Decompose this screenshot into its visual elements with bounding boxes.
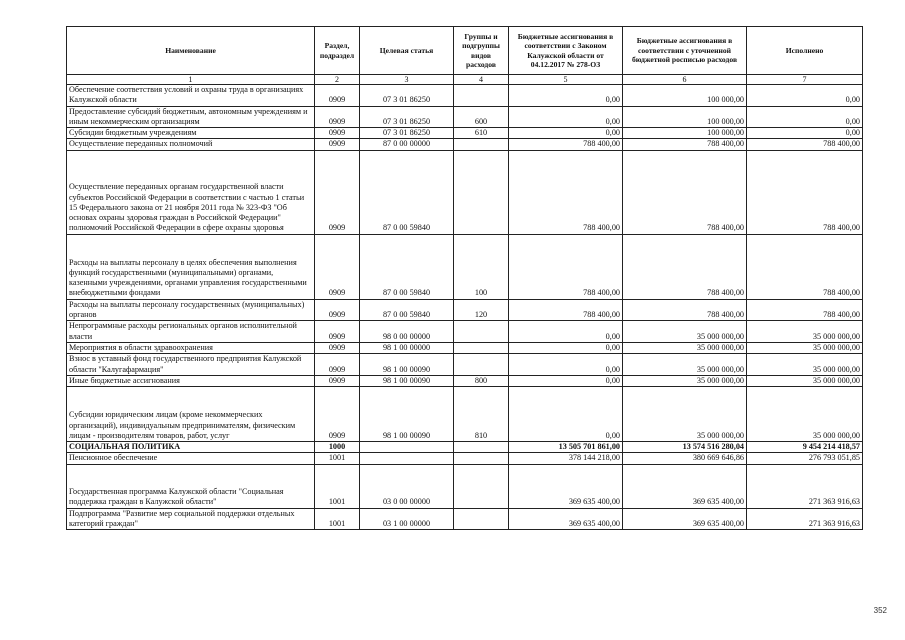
header-section: Раздел, подраздел bbox=[315, 27, 360, 75]
row-target bbox=[360, 453, 454, 464]
row-executed-amount: 788 400,00 bbox=[747, 150, 863, 234]
row-executed-amount: 788 400,00 bbox=[747, 139, 863, 150]
column-number: 3 bbox=[360, 75, 454, 85]
row-updated-amount: 100 000,00 bbox=[623, 106, 747, 128]
row-target: 98 1 00 00090 bbox=[360, 387, 454, 442]
row-name: Осуществление переданных органам государственной власти субъектов Российской Федерации в соответствии с частью 1 статьи 15 Федерального закона от 21 ноября 2011 года № 323-ФЗ "Об основах охраны здоровья граждан в Российской Федерации" полномочий Российской Федерации в сфере охраны здоровья bbox=[67, 150, 315, 234]
row-section: 0909 bbox=[315, 342, 360, 353]
row-group bbox=[454, 321, 509, 343]
row-section: 1000 bbox=[315, 442, 360, 453]
row-name: Непрограммные расходы региональных органов исполнительной власти bbox=[67, 321, 315, 343]
row-target: 98 1 00 00090 bbox=[360, 375, 454, 386]
table-row bbox=[67, 508, 863, 530]
row-law-amount: 0,00 bbox=[509, 128, 623, 139]
row-group bbox=[454, 85, 509, 107]
row-target: 87 0 00 59840 bbox=[360, 234, 454, 299]
row-section: 0909 bbox=[315, 234, 360, 299]
header-row bbox=[67, 27, 863, 75]
row-target: 07 3 01 86250 bbox=[360, 106, 454, 128]
row-target: 87 0 00 59840 bbox=[360, 299, 454, 321]
row-name: Иные бюджетные ассигнования bbox=[67, 375, 315, 386]
row-executed-amount: 788 400,00 bbox=[747, 234, 863, 299]
table-row bbox=[67, 234, 863, 299]
row-law-amount: 788 400,00 bbox=[509, 299, 623, 321]
row-executed-amount: 35 000 000,00 bbox=[747, 375, 863, 386]
row-group bbox=[454, 442, 509, 453]
row-name: Государственная программа Калужской области "Социальная поддержка граждан в Калужской области" bbox=[67, 464, 315, 508]
row-target: 98 1 00 00090 bbox=[360, 354, 454, 376]
row-name: Обеспечение соответствия условий и охраны труда в организациях Калужской области bbox=[67, 85, 315, 107]
row-law-amount: 13 505 701 861,00 bbox=[509, 442, 623, 453]
column-number: 2 bbox=[315, 75, 360, 85]
row-group: 100 bbox=[454, 234, 509, 299]
row-updated-amount: 35 000 000,00 bbox=[623, 342, 747, 353]
row-updated-amount: 369 635 400,00 bbox=[623, 508, 747, 530]
table-row bbox=[67, 128, 863, 139]
table-row bbox=[67, 354, 863, 376]
row-name: Субсидии бюджетным учреждениям bbox=[67, 128, 315, 139]
row-target: 87 0 00 00000 bbox=[360, 139, 454, 150]
row-group bbox=[454, 342, 509, 353]
table-row bbox=[67, 342, 863, 353]
row-section: 1001 bbox=[315, 508, 360, 530]
row-group bbox=[454, 508, 509, 530]
row-target: 03 0 00 00000 bbox=[360, 464, 454, 508]
row-updated-amount: 100 000,00 bbox=[623, 128, 747, 139]
row-law-amount: 0,00 bbox=[509, 321, 623, 343]
row-target: 98 1 00 00000 bbox=[360, 342, 454, 353]
row-updated-amount: 380 669 646,86 bbox=[623, 453, 747, 464]
header-target: Целевая статья bbox=[360, 27, 454, 75]
row-law-amount: 378 144 218,00 bbox=[509, 453, 623, 464]
row-executed-amount: 0,00 bbox=[747, 128, 863, 139]
row-section: 0909 bbox=[315, 128, 360, 139]
header-executed: Исполнено bbox=[747, 27, 863, 75]
row-executed-amount: 35 000 000,00 bbox=[747, 354, 863, 376]
row-target: 03 1 00 00000 bbox=[360, 508, 454, 530]
row-executed-amount: 9 454 214 418,57 bbox=[747, 442, 863, 453]
column-number: 4 bbox=[454, 75, 509, 85]
row-target: 07 3 01 86250 bbox=[360, 128, 454, 139]
page-number: 352 bbox=[873, 606, 887, 615]
row-updated-amount: 100 000,00 bbox=[623, 85, 747, 107]
row-group bbox=[454, 464, 509, 508]
row-law-amount: 0,00 bbox=[509, 342, 623, 353]
header-name: Наименование bbox=[67, 27, 315, 75]
row-name: Взнос в уставный фонд государственного предприятия Калужской области "Калугафармация" bbox=[67, 354, 315, 376]
table-row bbox=[67, 106, 863, 128]
row-law-amount: 0,00 bbox=[509, 354, 623, 376]
row-section: 0909 bbox=[315, 387, 360, 442]
row-group: 810 bbox=[454, 387, 509, 442]
row-law-amount: 788 400,00 bbox=[509, 234, 623, 299]
table-row bbox=[67, 442, 863, 453]
row-section: 1001 bbox=[315, 453, 360, 464]
row-law-amount: 788 400,00 bbox=[509, 150, 623, 234]
row-section: 0909 bbox=[315, 139, 360, 150]
row-executed-amount: 0,00 bbox=[747, 106, 863, 128]
row-law-amount: 788 400,00 bbox=[509, 139, 623, 150]
column-number: 5 bbox=[509, 75, 623, 85]
row-law-amount: 369 635 400,00 bbox=[509, 464, 623, 508]
row-executed-amount: 271 363 916,63 bbox=[747, 508, 863, 530]
row-group: 610 bbox=[454, 128, 509, 139]
row-group bbox=[454, 150, 509, 234]
row-group bbox=[454, 139, 509, 150]
row-executed-amount: 788 400,00 bbox=[747, 299, 863, 321]
row-executed-amount: 35 000 000,00 bbox=[747, 321, 863, 343]
column-number: 6 bbox=[623, 75, 747, 85]
row-name: Расходы на выплаты персоналу государственных (муниципальных) органов bbox=[67, 299, 315, 321]
row-law-amount: 369 635 400,00 bbox=[509, 508, 623, 530]
header-law: Бюджетные ассигнования в соответствии с Законом Калужской области от 04.12.2017 № 278-ОЗ bbox=[509, 27, 623, 75]
row-updated-amount: 788 400,00 bbox=[623, 150, 747, 234]
row-law-amount: 0,00 bbox=[509, 106, 623, 128]
row-updated-amount: 13 574 516 280,04 bbox=[623, 442, 747, 453]
table-row bbox=[67, 299, 863, 321]
row-executed-amount: 35 000 000,00 bbox=[747, 342, 863, 353]
row-name: Субсидии юридическим лицам (кроме некоммерческих организаций), индивидуальным предпринимателям, физическим лицам - производителям товаров, работ, услуг bbox=[67, 387, 315, 442]
row-name: Осуществление переданных полномочий bbox=[67, 139, 315, 150]
row-target: 07 3 01 86250 bbox=[360, 85, 454, 107]
row-updated-amount: 788 400,00 bbox=[623, 234, 747, 299]
row-updated-amount: 369 635 400,00 bbox=[623, 464, 747, 508]
row-name: Расходы на выплаты персоналу в целях обеспечения выполнения функций государственными (муниципальными) органами, казенными учреждениями, органами управления государственными внебюджетными фондами bbox=[67, 234, 315, 299]
row-group: 800 bbox=[454, 375, 509, 386]
row-updated-amount: 788 400,00 bbox=[623, 299, 747, 321]
header-updated: Бюджетные ассигнования в соответствии с уточненной бюджетной росписью расходов bbox=[623, 27, 747, 75]
table-row bbox=[67, 85, 863, 107]
row-law-amount: 0,00 bbox=[509, 375, 623, 386]
column-number: 7 bbox=[747, 75, 863, 85]
row-updated-amount: 35 000 000,00 bbox=[623, 321, 747, 343]
table-row bbox=[67, 150, 863, 234]
column-number-row bbox=[67, 75, 863, 85]
row-updated-amount: 35 000 000,00 bbox=[623, 387, 747, 442]
row-executed-amount: 0,00 bbox=[747, 85, 863, 107]
row-group bbox=[454, 453, 509, 464]
row-target: 87 0 00 59840 bbox=[360, 150, 454, 234]
row-name: Пенсионное обеспечение bbox=[67, 453, 315, 464]
row-law-amount: 0,00 bbox=[509, 85, 623, 107]
row-executed-amount: 271 363 916,63 bbox=[747, 464, 863, 508]
row-target: 98 0 00 00000 bbox=[360, 321, 454, 343]
row-law-amount: 0,00 bbox=[509, 387, 623, 442]
row-executed-amount: 35 000 000,00 bbox=[747, 387, 863, 442]
row-section: 0909 bbox=[315, 85, 360, 107]
table-row bbox=[67, 139, 863, 150]
budget-table bbox=[66, 26, 863, 530]
row-section: 1001 bbox=[315, 464, 360, 508]
table-row bbox=[67, 387, 863, 442]
row-section: 0909 bbox=[315, 299, 360, 321]
table-row bbox=[67, 453, 863, 464]
row-name: Мероприятия в области здравоохранения bbox=[67, 342, 315, 353]
row-group: 600 bbox=[454, 106, 509, 128]
row-updated-amount: 35 000 000,00 bbox=[623, 354, 747, 376]
row-target bbox=[360, 442, 454, 453]
header-groups: Группы и подгруппы видов расходов bbox=[454, 27, 509, 75]
row-name: Предоставление субсидий бюджетным, автономным учреждениям и иным некоммерческим организациям bbox=[67, 106, 315, 128]
row-section: 0909 bbox=[315, 354, 360, 376]
table-row bbox=[67, 375, 863, 386]
row-group: 120 bbox=[454, 299, 509, 321]
column-number: 1 bbox=[67, 75, 315, 85]
row-name: Подпрограмма "Развитие мер социальной поддержки отдельных категорий граждан" bbox=[67, 508, 315, 530]
row-section: 0909 bbox=[315, 375, 360, 386]
row-updated-amount: 35 000 000,00 bbox=[623, 375, 747, 386]
row-updated-amount: 788 400,00 bbox=[623, 139, 747, 150]
row-name: СОЦИАЛЬНАЯ ПОЛИТИКА bbox=[67, 442, 315, 453]
table-row bbox=[67, 321, 863, 343]
row-section: 0909 bbox=[315, 106, 360, 128]
row-executed-amount: 276 793 051,85 bbox=[747, 453, 863, 464]
row-section: 0909 bbox=[315, 321, 360, 343]
row-section: 0909 bbox=[315, 150, 360, 234]
row-group bbox=[454, 354, 509, 376]
table-row bbox=[67, 464, 863, 508]
